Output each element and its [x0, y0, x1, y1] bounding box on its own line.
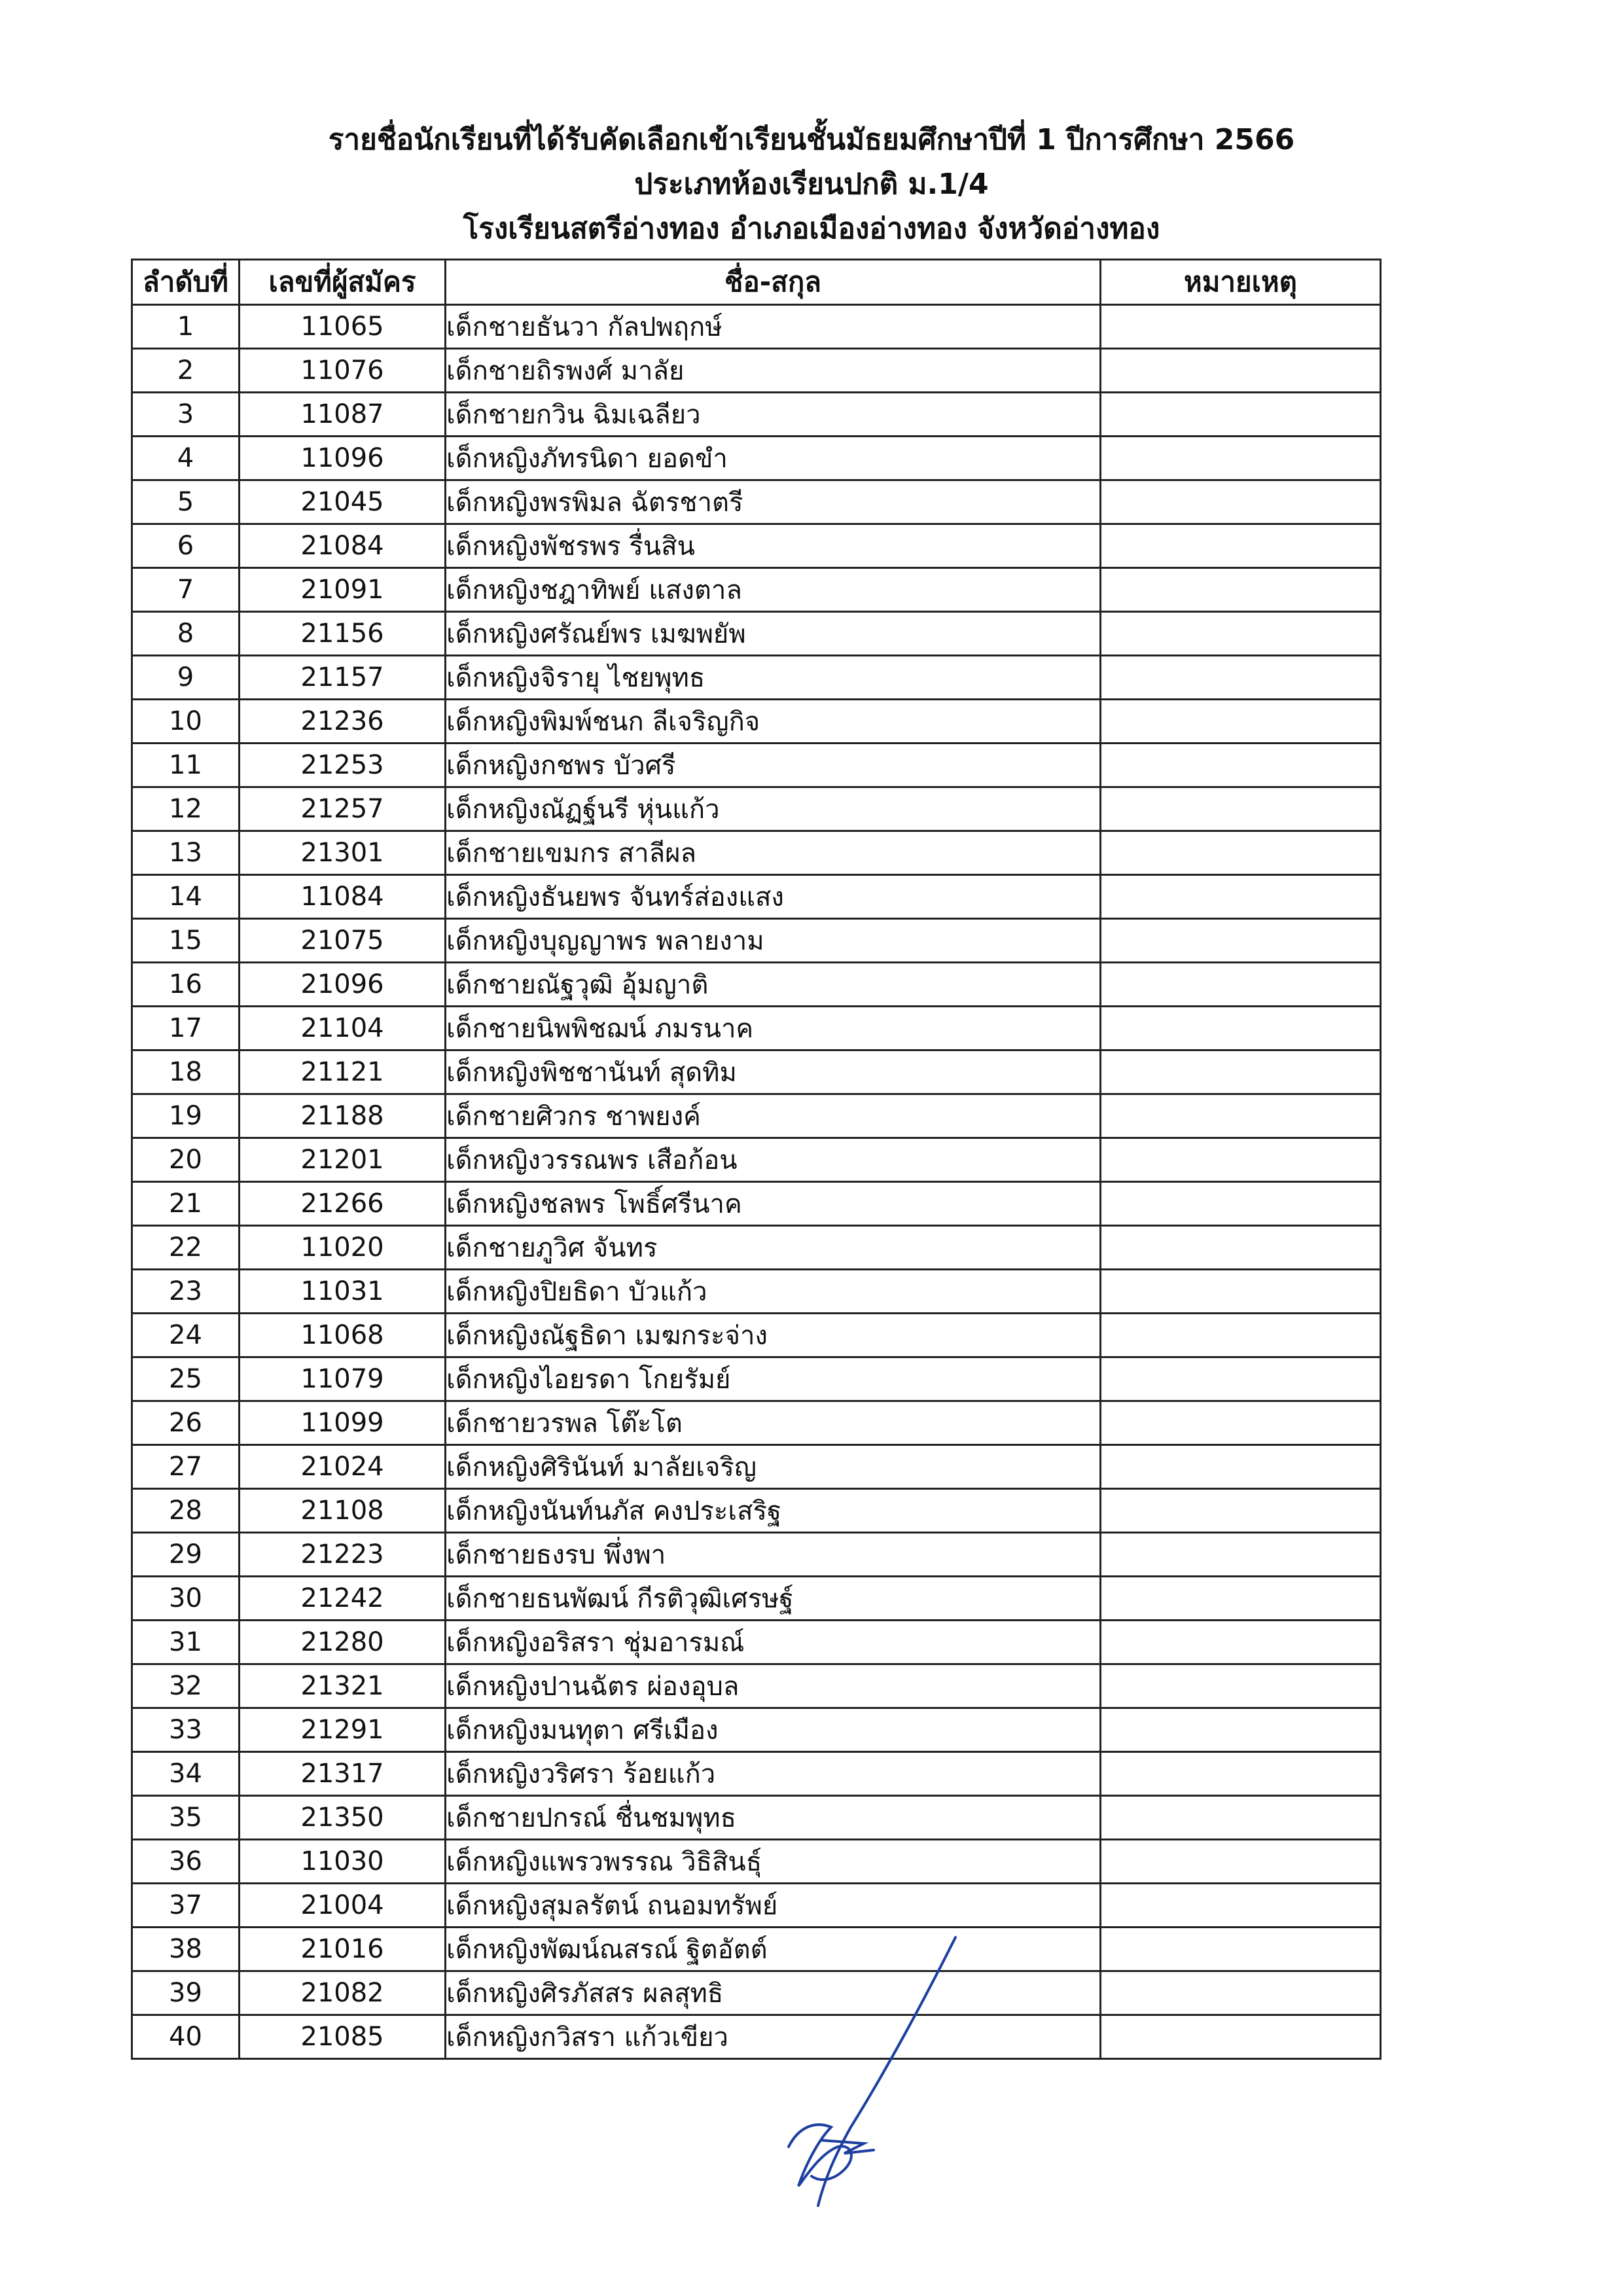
- cell-name: เด็กหญิงพัฒน์ณสรณ์ ฐิตอัตต์: [446, 1928, 1101, 1971]
- cell-name: เด็กหญิงบุญญาพร พลายงาม: [446, 919, 1101, 963]
- cell-applicant-id: 21188: [240, 1094, 446, 1138]
- cell-remark: [1101, 1796, 1381, 1840]
- cell-name: เด็กหญิงศรัณย์พร เมฆพยัพ: [446, 612, 1101, 656]
- cell-name: เด็กชายถิรพงศ์ มาลัย: [446, 349, 1101, 393]
- cell-no: 9: [132, 656, 240, 700]
- header-applicant-id: เลขที่ผู้สมัคร: [240, 260, 446, 305]
- title-line-2: ประเภทห้องเรียนปกติ ม.1/4: [634, 168, 989, 201]
- cell-remark: [1101, 305, 1381, 349]
- header-no: ลำดับที่: [132, 260, 240, 305]
- table-row: [132, 700, 1381, 744]
- cell-applicant-id: 21321: [240, 1664, 446, 1708]
- cell-no: 3: [132, 393, 240, 437]
- cell-remark: [1101, 1094, 1381, 1138]
- student-roster-table: [131, 259, 1382, 2060]
- cell-applicant-id: 21266: [240, 1182, 446, 1226]
- table-row: [132, 1314, 1381, 1357]
- cell-remark: [1101, 1708, 1381, 1752]
- cell-applicant-id: 21301: [240, 831, 446, 875]
- cell-no: 38: [132, 1928, 240, 1971]
- table-row: [132, 1577, 1381, 1621]
- cell-name: เด็กหญิงธันยพร จันทร์ส่องแสง: [446, 875, 1101, 919]
- cell-no: 15: [132, 919, 240, 963]
- cell-no: 30: [132, 1577, 240, 1621]
- cell-name: เด็กหญิงแพรวพรรณ วิธิสินธุ์: [446, 1840, 1101, 1884]
- cell-name: เด็กชายวรพล โต๊ะโต: [446, 1401, 1101, 1445]
- cell-remark: [1101, 568, 1381, 612]
- cell-name: เด็กหญิงศิรินันท์ มาลัยเจริญ: [446, 1445, 1101, 1489]
- table-header: [132, 260, 1381, 305]
- table-row: [132, 1182, 1381, 1226]
- cell-name: เด็กชายปกรณ์ ชื่นชมพุทธ: [446, 1796, 1101, 1840]
- cell-applicant-id: 21024: [240, 1445, 446, 1489]
- cell-name: เด็กหญิงพรพิมล ฉัตรชาตรี: [446, 480, 1101, 524]
- cell-applicant-id: 11065: [240, 305, 446, 349]
- cell-name: เด็กหญิงพัชรพร รื่นสิน: [446, 524, 1101, 568]
- cell-remark: [1101, 612, 1381, 656]
- table-row: [132, 1708, 1381, 1752]
- cell-applicant-id: 11096: [240, 437, 446, 480]
- cell-no: 24: [132, 1314, 240, 1357]
- cell-name: เด็กหญิงอริสรา ชุ่มอารมณ์: [446, 1621, 1101, 1664]
- cell-remark: [1101, 700, 1381, 744]
- table-row: [132, 1884, 1381, 1928]
- cell-applicant-id: 21201: [240, 1138, 446, 1182]
- cell-applicant-id: 21004: [240, 1884, 446, 1928]
- cell-no: 25: [132, 1357, 240, 1401]
- cell-remark: [1101, 787, 1381, 831]
- table-body: [132, 305, 1381, 2059]
- cell-name: เด็กชายณัฐวุฒิ อุ้มญาติ: [446, 963, 1101, 1007]
- cell-applicant-id: 21223: [240, 1533, 446, 1577]
- cell-no: 34: [132, 1752, 240, 1796]
- cell-applicant-id: 21280: [240, 1621, 446, 1664]
- cell-applicant-id: 21016: [240, 1928, 446, 1971]
- cell-no: 32: [132, 1664, 240, 1708]
- table-row: [132, 349, 1381, 393]
- cell-remark: [1101, 1752, 1381, 1796]
- table-row: [132, 393, 1381, 437]
- cell-remark: [1101, 1401, 1381, 1445]
- table-row: [132, 963, 1381, 1007]
- cell-remark: [1101, 1664, 1381, 1708]
- table-row: [132, 1664, 1381, 1708]
- cell-applicant-id: 21317: [240, 1752, 446, 1796]
- cell-remark: [1101, 1533, 1381, 1577]
- cell-applicant-id: 11099: [240, 1401, 446, 1445]
- table-row: [132, 1007, 1381, 1050]
- table-row: [132, 1050, 1381, 1094]
- cell-remark: [1101, 393, 1381, 437]
- cell-no: 27: [132, 1445, 240, 1489]
- table-row: [132, 1138, 1381, 1182]
- cell-no: 7: [132, 568, 240, 612]
- cell-no: 12: [132, 787, 240, 831]
- header-name: ชื่อ-สกุล: [446, 260, 1101, 305]
- table-row: [132, 1401, 1381, 1445]
- cell-remark: [1101, 963, 1381, 1007]
- cell-name: เด็กหญิงชลพร โพธิ์ศรีนาค: [446, 1182, 1101, 1226]
- cell-remark: [1101, 744, 1381, 787]
- table-row: [132, 612, 1381, 656]
- table-row: [132, 1094, 1381, 1138]
- cell-name: เด็กหญิงณัฐธิดา เมฆกระจ่าง: [446, 1314, 1101, 1357]
- cell-no: 22: [132, 1226, 240, 1270]
- cell-remark: [1101, 2015, 1381, 2059]
- cell-no: 37: [132, 1884, 240, 1928]
- table-row: [132, 1752, 1381, 1796]
- table-row: [132, 744, 1381, 787]
- cell-name: เด็กหญิงมนทุตา ศรีเมือง: [446, 1708, 1101, 1752]
- cell-remark: [1101, 656, 1381, 700]
- table-row: [132, 1621, 1381, 1664]
- cell-no: 14: [132, 875, 240, 919]
- cell-no: 13: [132, 831, 240, 875]
- cell-applicant-id: 11087: [240, 393, 446, 437]
- table-row: [132, 1226, 1381, 1270]
- cell-no: 36: [132, 1840, 240, 1884]
- cell-name: เด็กหญิงวริศรา ร้อยแก้ว: [446, 1752, 1101, 1796]
- cell-remark: [1101, 524, 1381, 568]
- cell-remark: [1101, 875, 1381, 919]
- cell-name: เด็กชายภูวิศ จันทร: [446, 1226, 1101, 1270]
- table-row: [132, 524, 1381, 568]
- cell-no: 16: [132, 963, 240, 1007]
- cell-name: เด็กหญิงกวิสรา แก้วเขียว: [446, 2015, 1101, 2059]
- cell-no: 8: [132, 612, 240, 656]
- cell-name: เด็กหญิงปิยธิดา บัวแก้ว: [446, 1270, 1101, 1314]
- cell-name: เด็กหญิงกชพร บัวศรี: [446, 744, 1101, 787]
- cell-remark: [1101, 1226, 1381, 1270]
- cell-applicant-id: 11068: [240, 1314, 446, 1357]
- cell-remark: [1101, 1445, 1381, 1489]
- table-row: [132, 656, 1381, 700]
- table-row: [132, 1357, 1381, 1401]
- cell-applicant-id: 21075: [240, 919, 446, 963]
- cell-no: 1: [132, 305, 240, 349]
- cell-remark: [1101, 1577, 1381, 1621]
- table-row: [132, 1533, 1381, 1577]
- table-row: [132, 831, 1381, 875]
- cell-applicant-id: 21257: [240, 787, 446, 831]
- cell-applicant-id: 21085: [240, 2015, 446, 2059]
- cell-name: เด็กหญิงศิรภัสสร ผลสุทธิ: [446, 1971, 1101, 2015]
- document-header: [0, 118, 1623, 251]
- table-row: [132, 1840, 1381, 1884]
- table-row: [132, 480, 1381, 524]
- cell-applicant-id: 11084: [240, 875, 446, 919]
- cell-applicant-id: 21350: [240, 1796, 446, 1840]
- cell-remark: [1101, 1182, 1381, 1226]
- cell-applicant-id: 11079: [240, 1357, 446, 1401]
- cell-no: 6: [132, 524, 240, 568]
- cell-remark: [1101, 1840, 1381, 1884]
- cell-name: เด็กหญิงจิรายุ ไชยพุทธ: [446, 656, 1101, 700]
- cell-name: เด็กชายกวิน ฉิมเฉลียว: [446, 393, 1101, 437]
- header-row: [132, 260, 1381, 305]
- cell-no: 10: [132, 700, 240, 744]
- table-row: [132, 1270, 1381, 1314]
- cell-name: เด็กหญิงปานฉัตร ผ่องอุบล: [446, 1664, 1101, 1708]
- cell-applicant-id: 21291: [240, 1708, 446, 1752]
- cell-applicant-id: 21242: [240, 1577, 446, 1621]
- cell-applicant-id: 21108: [240, 1489, 446, 1533]
- cell-no: 28: [132, 1489, 240, 1533]
- cell-name: เด็กหญิงสุมลรัตน์ ถนอมทรัพย์: [446, 1884, 1101, 1928]
- cell-no: 20: [132, 1138, 240, 1182]
- table-row: [132, 1928, 1381, 1971]
- cell-no: 5: [132, 480, 240, 524]
- cell-no: 33: [132, 1708, 240, 1752]
- cell-remark: [1101, 1971, 1381, 2015]
- cell-name: เด็กชายธงรบ พึ่งพา: [446, 1533, 1101, 1577]
- cell-remark: [1101, 349, 1381, 393]
- table-row: [132, 437, 1381, 480]
- cell-name: เด็กหญิงพิชชานันท์ สุดทิม: [446, 1050, 1101, 1094]
- cell-no: 2: [132, 349, 240, 393]
- cell-remark: [1101, 831, 1381, 875]
- cell-name: เด็กหญิงพิมพ์ชนก ลีเจริญกิจ: [446, 700, 1101, 744]
- title-line-1: รายชื่อนักเรียนที่ได้รับคัดเลือกเข้าเรียนชั้นมัธยมศึกษาปีที่ 1 ปีการศึกษา 2566: [328, 123, 1295, 156]
- cell-remark: [1101, 1270, 1381, 1314]
- cell-remark: [1101, 1884, 1381, 1928]
- table-row: [132, 1796, 1381, 1840]
- cell-remark: [1101, 480, 1381, 524]
- table-row: [132, 568, 1381, 612]
- signature-stroke: [789, 1937, 955, 2206]
- cell-remark: [1101, 1050, 1381, 1094]
- cell-name: เด็กหญิงนันท์นภัส คงประเสริฐ: [446, 1489, 1101, 1533]
- cell-no: 29: [132, 1533, 240, 1577]
- table-row: [132, 1489, 1381, 1533]
- cell-remark: [1101, 1928, 1381, 1971]
- cell-remark: [1101, 1314, 1381, 1357]
- cell-applicant-id: 11076: [240, 349, 446, 393]
- cell-applicant-id: 21236: [240, 700, 446, 744]
- cell-name: เด็กชายธนพัฒน์ กีรติวุฒิเศรษฐ์: [446, 1577, 1101, 1621]
- cell-no: 21: [132, 1182, 240, 1226]
- cell-applicant-id: 21104: [240, 1007, 446, 1050]
- cell-no: 26: [132, 1401, 240, 1445]
- table-row: [132, 2015, 1381, 2059]
- cell-remark: [1101, 1357, 1381, 1401]
- table-row: [132, 787, 1381, 831]
- cell-no: 23: [132, 1270, 240, 1314]
- cell-name: เด็กหญิงไอยรดา โกยรัมย์: [446, 1357, 1101, 1401]
- cell-no: 11: [132, 744, 240, 787]
- cell-no: 39: [132, 1971, 240, 2015]
- table-row: [132, 1445, 1381, 1489]
- cell-name: เด็กหญิงภัทรนิดา ยอดขำ: [446, 437, 1101, 480]
- cell-name: เด็กชายธันวา กัลปพฤกษ์: [446, 305, 1101, 349]
- cell-no: 19: [132, 1094, 240, 1138]
- cell-applicant-id: 21045: [240, 480, 446, 524]
- cell-applicant-id: 21096: [240, 963, 446, 1007]
- cell-name: เด็กหญิงวรรณพร เสือก้อน: [446, 1138, 1101, 1182]
- cell-applicant-id: 21253: [240, 744, 446, 787]
- table-row: [132, 1971, 1381, 2015]
- cell-applicant-id: 21084: [240, 524, 446, 568]
- table-row: [132, 919, 1381, 963]
- table-row: [132, 875, 1381, 919]
- cell-applicant-id: 21121: [240, 1050, 446, 1094]
- cell-no: 31: [132, 1621, 240, 1664]
- cell-applicant-id: 11031: [240, 1270, 446, 1314]
- cell-applicant-id: 21091: [240, 568, 446, 612]
- cell-remark: [1101, 437, 1381, 480]
- header-remark: หมายเหตุ: [1101, 260, 1381, 305]
- cell-applicant-id: 21082: [240, 1971, 446, 2015]
- cell-no: 18: [132, 1050, 240, 1094]
- table-row: [132, 305, 1381, 349]
- cell-remark: [1101, 1007, 1381, 1050]
- title-line-3: โรงเรียนสตรีอ่างทอง อำเภอเมืองอ่างทอง จังหวัดอ่างทอง: [463, 212, 1160, 245]
- cell-no: 4: [132, 437, 240, 480]
- cell-name: เด็กชายเขมกร สาลีผล: [446, 831, 1101, 875]
- cell-name: เด็กหญิงชฎาทิพย์ แสงตาล: [446, 568, 1101, 612]
- signature: [759, 1931, 982, 2219]
- cell-no: 17: [132, 1007, 240, 1050]
- cell-applicant-id: 21156: [240, 612, 446, 656]
- cell-name: เด็กหญิงณัฏฐ์นรี หุ่นแก้ว: [446, 787, 1101, 831]
- cell-no: 40: [132, 2015, 240, 2059]
- cell-applicant-id: 11030: [240, 1840, 446, 1884]
- cell-applicant-id: 11020: [240, 1226, 446, 1270]
- cell-remark: [1101, 1489, 1381, 1533]
- cell-remark: [1101, 1138, 1381, 1182]
- cell-remark: [1101, 919, 1381, 963]
- cell-no: 35: [132, 1796, 240, 1840]
- cell-name: เด็กชายนิพพิชฌน์ ภมรนาค: [446, 1007, 1101, 1050]
- cell-applicant-id: 21157: [240, 656, 446, 700]
- cell-remark: [1101, 1621, 1381, 1664]
- cell-name: เด็กชายศิวกร ชาพยงค์: [446, 1094, 1101, 1138]
